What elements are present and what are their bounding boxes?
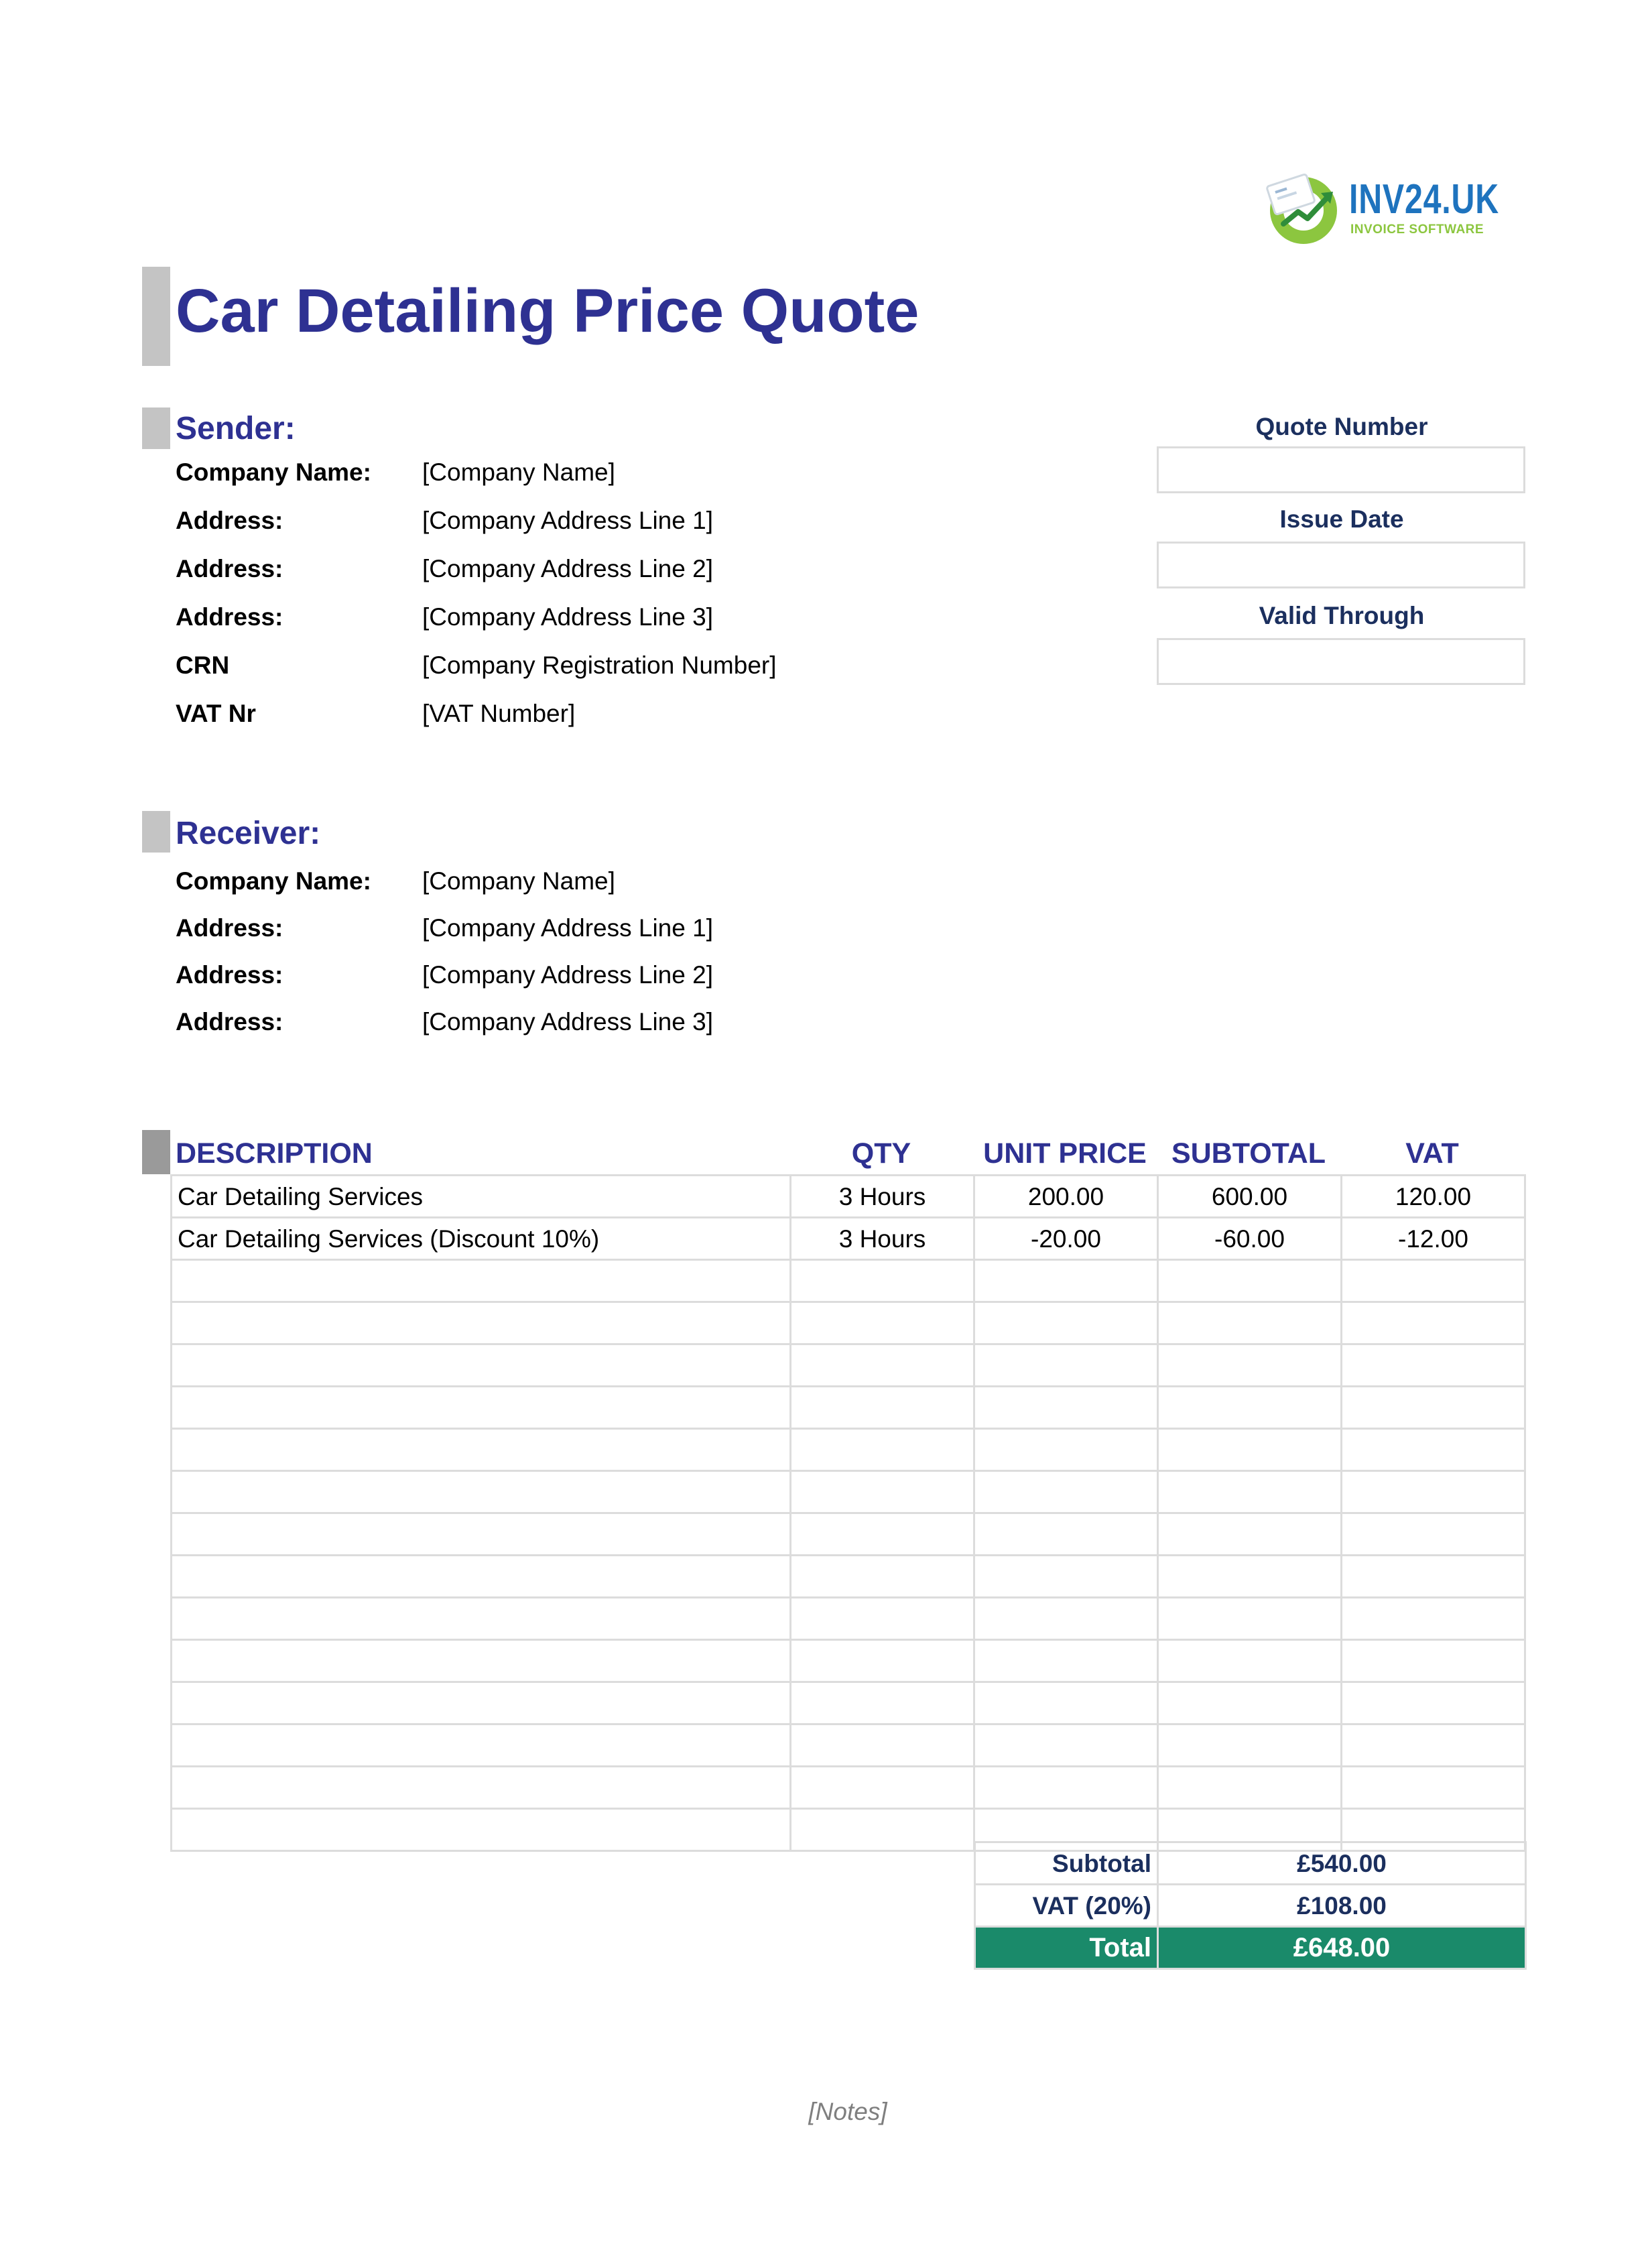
- item-unit-price[interactable]: -20.00: [974, 1218, 1158, 1260]
- issue-date-label: Issue Date: [1279, 505, 1404, 533]
- vat-row: [975, 1885, 1526, 1927]
- item-vat[interactable]: -12.00: [1342, 1218, 1525, 1260]
- document-title: Car Detailing Price Quote: [176, 277, 919, 345]
- item-qty[interactable]: [791, 1598, 974, 1640]
- sender-address1-label: Address:: [176, 507, 283, 534]
- item-description[interactable]: [172, 1682, 791, 1724]
- item-description[interactable]: [172, 1471, 791, 1513]
- item-subtotal[interactable]: [1158, 1724, 1342, 1767]
- item-description[interactable]: [172, 1429, 791, 1471]
- item-vat[interactable]: 120.00: [1342, 1176, 1525, 1218]
- valid-through-field[interactable]: [1157, 638, 1525, 685]
- quote-number-label: Quote Number: [1255, 413, 1428, 440]
- column-header-qty: QTY: [851, 1137, 911, 1170]
- item-vat[interactable]: [1342, 1387, 1525, 1429]
- item-subtotal[interactable]: [1158, 1344, 1342, 1387]
- item-vat[interactable]: [1342, 1302, 1525, 1344]
- column-header-description: DESCRIPTION: [176, 1137, 373, 1170]
- item-unit-price[interactable]: [974, 1598, 1158, 1640]
- item-vat[interactable]: [1342, 1556, 1525, 1598]
- sender-vat-label: VAT Nr: [176, 700, 256, 727]
- sender-crn-label: CRN: [176, 651, 230, 679]
- column-header-subtotal: SUBTOTAL: [1171, 1137, 1326, 1170]
- item-qty[interactable]: [791, 1556, 974, 1598]
- item-vat[interactable]: [1342, 1260, 1525, 1302]
- item-unit-price[interactable]: [974, 1387, 1158, 1429]
- item-subtotal[interactable]: [1158, 1513, 1342, 1556]
- table-row: [172, 1387, 1525, 1429]
- item-subtotal[interactable]: [1158, 1598, 1342, 1640]
- table-row: [172, 1429, 1525, 1471]
- item-qty[interactable]: [791, 1471, 974, 1513]
- sender-marker: [142, 407, 170, 449]
- logo-name: INV24.UK: [1349, 176, 1499, 223]
- subtotal-row: [975, 1842, 1526, 1885]
- receiver-marker: [142, 811, 170, 853]
- table-row: [172, 1218, 1525, 1260]
- notes-text[interactable]: [Notes]: [808, 2098, 887, 2125]
- item-unit-price[interactable]: [974, 1767, 1158, 1809]
- item-unit-price[interactable]: [974, 1344, 1158, 1387]
- table-row: [172, 1556, 1525, 1598]
- item-unit-price[interactable]: [974, 1429, 1158, 1471]
- item-vat[interactable]: [1342, 1471, 1525, 1513]
- item-description[interactable]: [172, 1767, 791, 1809]
- company-logo: [1263, 168, 1505, 248]
- item-description[interactable]: [172, 1640, 791, 1682]
- valid-through-label: Valid Through: [1259, 602, 1425, 629]
- subtotal-label: Subtotal: [975, 1842, 1158, 1885]
- sender-address1-value: [Company Address Line 1]: [422, 507, 713, 534]
- item-description[interactable]: [172, 1556, 791, 1598]
- title-accent-bar: [142, 267, 170, 366]
- item-unit-price[interactable]: [974, 1640, 1158, 1682]
- item-subtotal[interactable]: [1158, 1682, 1342, 1724]
- item-subtotal[interactable]: [1158, 1640, 1342, 1682]
- column-header-vat: VAT: [1405, 1137, 1459, 1170]
- item-unit-price[interactable]: [974, 1471, 1158, 1513]
- item-subtotal[interactable]: [1158, 1556, 1342, 1598]
- item-vat[interactable]: [1342, 1724, 1525, 1767]
- item-qty[interactable]: [791, 1429, 974, 1471]
- chart-arrow-logo-icon: [1263, 168, 1344, 248]
- item-description[interactable]: Car Detailing Services: [172, 1176, 791, 1218]
- receiver-company-label: Company Name:: [176, 867, 371, 895]
- item-qty[interactable]: [791, 1387, 974, 1429]
- item-vat[interactable]: [1342, 1767, 1525, 1809]
- item-qty[interactable]: [791, 1767, 974, 1809]
- logo-tagline: INVOICE SOFTWARE: [1350, 223, 1484, 237]
- sender-address3-label: Address:: [176, 603, 283, 631]
- item-vat[interactable]: [1342, 1682, 1525, 1724]
- sender-heading: Sender:: [176, 411, 296, 446]
- item-qty[interactable]: [791, 1344, 974, 1387]
- table-row: [172, 1344, 1525, 1387]
- item-subtotal[interactable]: [1158, 1302, 1342, 1344]
- item-unit-price[interactable]: [974, 1724, 1158, 1767]
- item-unit-price[interactable]: [974, 1556, 1158, 1598]
- grand-total-row: [975, 1927, 1526, 1969]
- receiver-company-value: [Company Name]: [422, 867, 615, 895]
- receiver-address3-value: [Company Address Line 3]: [422, 1008, 713, 1035]
- item-vat[interactable]: [1342, 1429, 1525, 1471]
- item-vat[interactable]: [1342, 1513, 1525, 1556]
- subtotal-value: £540.00: [1158, 1842, 1526, 1885]
- receiver-address1-label: Address:: [176, 914, 283, 942]
- sender-crn-value: [Company Registration Number]: [422, 651, 777, 679]
- receiver-address1-value: [Company Address Line 1]: [422, 914, 713, 942]
- item-subtotal[interactable]: -60.00: [1158, 1218, 1342, 1260]
- item-description[interactable]: [172, 1598, 791, 1640]
- sender-address2-label: Address:: [176, 555, 283, 582]
- sender-company-label: Company Name:: [176, 458, 371, 486]
- item-qty[interactable]: [791, 1809, 974, 1851]
- item-qty[interactable]: [791, 1513, 974, 1556]
- item-description[interactable]: [172, 1809, 791, 1851]
- item-description[interactable]: [172, 1513, 791, 1556]
- vat-total-label: VAT (20%): [975, 1885, 1158, 1927]
- item-qty[interactable]: [791, 1302, 974, 1344]
- column-header-unit-price: UNIT PRICE: [983, 1137, 1147, 1170]
- totals-table: [974, 1841, 1527, 1970]
- receiver-heading: Receiver:: [176, 816, 321, 851]
- receiver-address3-label: Address:: [176, 1008, 283, 1035]
- item-description[interactable]: Car Detailing Services (Discount 10%): [172, 1218, 791, 1260]
- item-qty[interactable]: 3 Hours: [791, 1176, 974, 1218]
- items-table: [170, 1174, 1526, 1852]
- item-subtotal[interactable]: [1158, 1387, 1342, 1429]
- grand-total-value: £648.00: [1158, 1927, 1526, 1969]
- item-subtotal[interactable]: [1158, 1767, 1342, 1809]
- item-vat[interactable]: [1342, 1598, 1525, 1640]
- issue-date-field[interactable]: [1157, 542, 1525, 588]
- item-qty[interactable]: [791, 1640, 974, 1682]
- grand-total-label: Total: [975, 1927, 1158, 1969]
- table-row: [172, 1471, 1525, 1513]
- item-qty[interactable]: 3 Hours: [791, 1218, 974, 1260]
- sender-vat-value: [VAT Number]: [422, 700, 576, 727]
- item-subtotal[interactable]: [1158, 1471, 1342, 1513]
- table-row: [172, 1598, 1525, 1640]
- item-description[interactable]: [172, 1344, 791, 1387]
- table-row: [172, 1682, 1525, 1724]
- item-subtotal[interactable]: [1158, 1260, 1342, 1302]
- sender-address3-value: [Company Address Line 3]: [422, 603, 713, 631]
- item-unit-price[interactable]: [974, 1302, 1158, 1344]
- table-row: [172, 1513, 1525, 1556]
- item-description[interactable]: [172, 1260, 791, 1302]
- receiver-address2-label: Address:: [176, 961, 283, 989]
- table-row: [172, 1260, 1525, 1302]
- item-unit-price[interactable]: [974, 1682, 1158, 1724]
- items-table-marker: [142, 1130, 170, 1174]
- item-qty[interactable]: [791, 1260, 974, 1302]
- item-unit-price[interactable]: 200.00: [974, 1176, 1158, 1218]
- item-description[interactable]: [172, 1387, 791, 1429]
- table-row: [172, 1767, 1525, 1809]
- item-description[interactable]: [172, 1724, 791, 1767]
- receiver-address2-value: [Company Address Line 2]: [422, 961, 713, 989]
- item-vat[interactable]: [1342, 1344, 1525, 1387]
- item-vat[interactable]: [1342, 1640, 1525, 1682]
- item-description[interactable]: [172, 1302, 791, 1344]
- table-row: [172, 1176, 1525, 1218]
- table-row: [172, 1724, 1525, 1767]
- sender-company-value: [Company Name]: [422, 458, 615, 486]
- item-qty[interactable]: [791, 1724, 974, 1767]
- vat-total-value: £108.00: [1158, 1885, 1526, 1927]
- item-subtotal[interactable]: 600.00: [1158, 1176, 1342, 1218]
- item-qty[interactable]: [791, 1682, 974, 1724]
- item-subtotal[interactable]: [1158, 1429, 1342, 1471]
- quote-number-field[interactable]: [1157, 446, 1525, 493]
- item-unit-price[interactable]: [974, 1260, 1158, 1302]
- table-row: [172, 1302, 1525, 1344]
- item-unit-price[interactable]: [974, 1513, 1158, 1556]
- sender-address2-value: [Company Address Line 2]: [422, 555, 713, 582]
- table-row: [172, 1640, 1525, 1682]
